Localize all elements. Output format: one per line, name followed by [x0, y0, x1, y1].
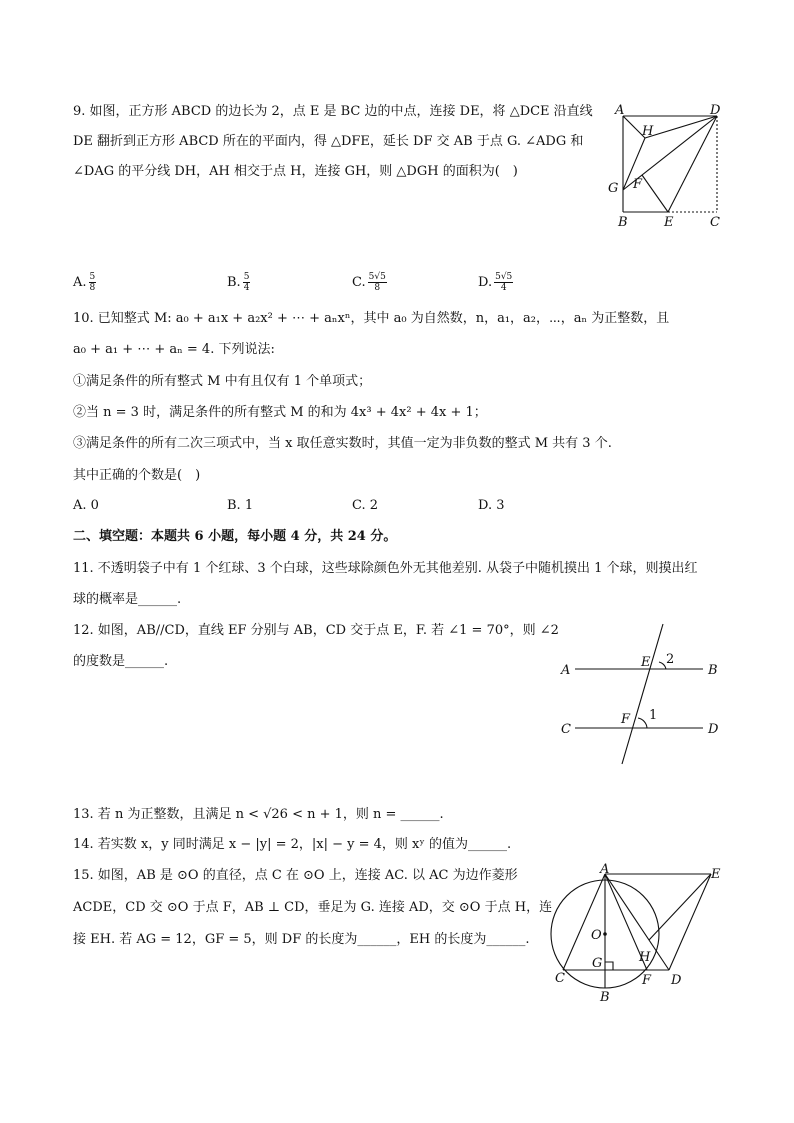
q12-line-1: 12. 如图，AB//CD，直线 EF 分别与 AB，CD 交于点 E，F. 若 ∠1 = 70°，则 ∠2	[73, 623, 559, 638]
q9-option-d-den: 4	[500, 283, 507, 293]
q10-option-a[interactable]: A. 0	[73, 498, 99, 513]
q9-label-H: H	[642, 124, 654, 139]
q12-label-D: D	[708, 722, 719, 737]
q15-label-A: A	[600, 862, 610, 877]
q9-option-a-num: 5	[89, 272, 96, 282]
q15-label-C: C	[555, 971, 565, 986]
q15-figure	[545, 860, 730, 1005]
q9-line-3: ∠DAG 的平分线 DH，AH 相交于点 H，连接 GH，则 △DGH 的面积为( )	[73, 164, 518, 179]
q10-option-b[interactable]: B. 1	[227, 498, 254, 513]
q9-option-d-num: 5√5	[495, 272, 513, 282]
q9-label-A: A	[615, 103, 625, 118]
q15-line-2: ACDE，CD 交 ⊙O 于点 F，AB ⊥ CD，垂足为 G. 连接 AD，交 ⊙O 于点 H，连	[73, 900, 553, 915]
q15-label-F: F	[642, 973, 652, 988]
q9-option-a-den: 8	[89, 283, 96, 293]
q9-option-c-num: 5√5	[368, 272, 386, 282]
q9-option-b-num: 5	[243, 272, 250, 282]
q10-statement-2: ②当 n = 3 时，满足条件的所有整式 M 的和为 4x³ + 4x² + 4x + 1；	[73, 405, 487, 420]
q14-line: 14. 若实数 x，y 同时满足 x − |y| = 2，|x| − y = 4，则 xʸ 的值为______.	[73, 837, 512, 852]
q9-option-a-label: A.	[73, 275, 87, 290]
q9-figure	[600, 98, 730, 233]
q9-line-2: DE 翻折到正方形 ABCD 所在的平面内，得 △DFE，延长 DF 交 AB 于点 G. ∠ADG 和	[73, 134, 584, 149]
q10-statement-1: ①满足条件的所有整式 M 中有且仅有 1 个单项式；	[73, 374, 372, 389]
q12-label-E: E	[641, 655, 651, 670]
q10-option-c[interactable]: C. 2	[352, 498, 379, 513]
q12-line-2: 的度数是______.	[73, 654, 169, 669]
q9-option-b[interactable]	[227, 272, 250, 293]
q9-option-d[interactable]	[478, 272, 513, 293]
q12-label-1: 1	[649, 708, 658, 723]
q12-label-2: 2	[666, 652, 675, 667]
q9-option-c-den: 8	[374, 283, 381, 293]
q15-label-B: B	[600, 990, 610, 1005]
q9-option-a[interactable]	[73, 272, 96, 293]
q12-figure	[555, 618, 730, 768]
q9-option-b-den: 4	[243, 283, 250, 293]
q12-label-B: B	[708, 663, 718, 678]
q15-label-O: O	[591, 928, 602, 943]
q9-option-c[interactable]	[352, 272, 387, 293]
q9-option-c-label: C.	[352, 275, 366, 290]
q9-line-1: 9. 如图，正方形 ABCD 的边长为 2，点 E 是 BC 边的中点，连接 DE，将 △DCE 沿直线	[73, 104, 593, 119]
q12-label-A: A	[561, 663, 571, 678]
q9-label-D: D	[710, 103, 721, 118]
q15-line-1: 15. 如图，AB 是 ⊙O 的直径，点 C 在 ⊙O 上，连接 AC. 以 AC 为边作菱形	[73, 868, 518, 883]
q15-label-D: D	[671, 973, 682, 988]
section-heading: 二、填空题：本题共 6 小题，每小题 4 分，共 24 分。	[73, 529, 397, 544]
q10-line-1: 10. 已知整式 M: a₀ + a₁x + a₂x² + ⋯ + aₙxⁿ，其中 a₀ 为自然数，n，a₁，a₂，⋯，aₙ 为正整数，且	[73, 311, 670, 326]
q9-label-C: C	[710, 215, 720, 230]
q11-line-1: 11. 不透明袋子中有 1 个红球、3 个白球，这些球除颜色外无其他差别. 从袋子中随机摸出 1 个球，则摸出红	[73, 561, 698, 576]
q15-label-E: E	[711, 867, 721, 882]
q15-label-H: H	[639, 950, 651, 965]
q12-label-F: F	[621, 712, 631, 727]
q13-line: 13. 若 n 为正整数，且满足 n < √26 < n + 1，则 n = ______.	[73, 807, 444, 822]
q9-label-E: E	[664, 215, 674, 230]
q15-line-3: 接 EH. 若 AG = 12，GF = 5，则 DF 的长度为______，EH 的长度为______.	[73, 932, 530, 947]
q9-option-b-label: B.	[227, 275, 241, 290]
q9-label-G: G	[608, 181, 619, 196]
q9-option-d-label: D.	[478, 275, 493, 290]
q15-label-G: G	[592, 956, 603, 971]
q9-label-B: B	[618, 215, 628, 230]
q12-label-C: C	[561, 722, 571, 737]
q10-statement-3: ③满足条件的所有二次三项式中，当 x 取任意实数时，其值一定为非负数的整式 M 共有 3 个.	[73, 436, 612, 451]
q11-line-2: 球的概率是______.	[73, 592, 182, 607]
q10-line-6: 其中正确的个数是( )	[73, 468, 201, 483]
q10-line-2: a₀ + a₁ + ⋯ + aₙ = 4. 下列说法:	[73, 342, 275, 357]
q9-label-F: F	[633, 177, 643, 192]
q10-option-d[interactable]: D. 3	[478, 498, 505, 513]
